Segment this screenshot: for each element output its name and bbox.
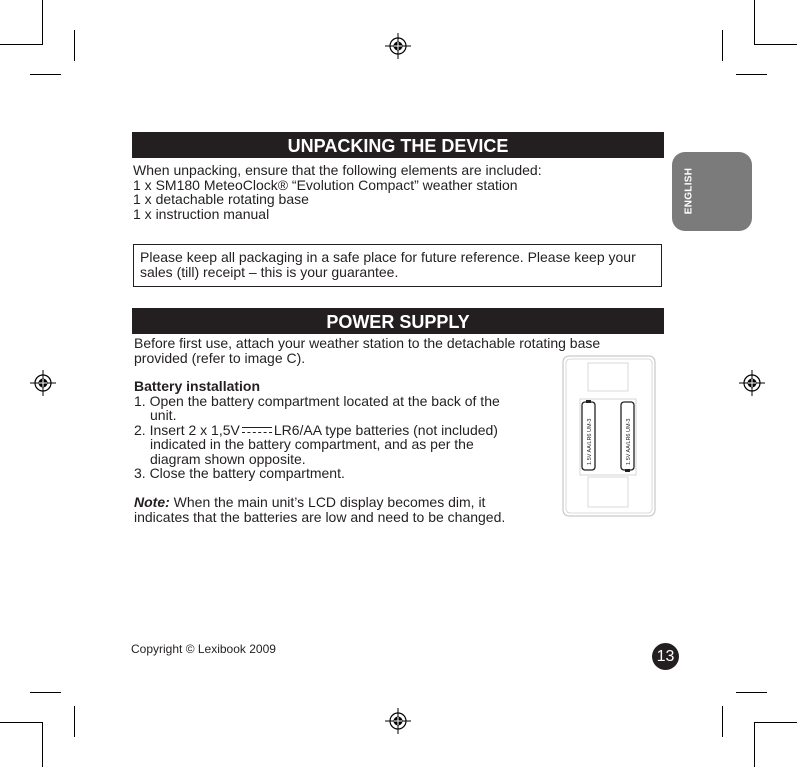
step-2-continued: diagram shown opposite. (150, 451, 306, 467)
registration-mark-icon (385, 708, 411, 734)
page-number: 13 (652, 643, 679, 670)
crop-mark (722, 706, 723, 737)
power-intro: Before first use, attach your weather station to the detachable rotating base (134, 335, 601, 351)
step-1-continued: unit. (150, 407, 177, 423)
crop-mark (736, 74, 767, 75)
crop-mark (0, 44, 42, 45)
step-1: 1. Open the battery compartment located at the back of the (134, 393, 500, 409)
battery-compartment-diagram (562, 355, 656, 517)
unpacking-item: 1 x detachable rotating base (133, 191, 309, 207)
step-2-suffix: LR6/AA type batteries (not included) (273, 422, 498, 438)
crop-mark (755, 44, 797, 45)
notice-line: sales (till) receipt – this is your guarantee. (140, 264, 399, 280)
crop-mark (722, 30, 723, 61)
copyright: Copyright © Lexibook 2009 (131, 642, 276, 656)
crop-mark (755, 722, 797, 723)
section-heading-unpacking: UNPACKING THE DEVICE (132, 132, 664, 158)
crop-mark (74, 30, 75, 61)
battery-installation-heading: Battery installation (134, 378, 261, 394)
registration-mark-icon (739, 370, 765, 396)
dc-voltage-icon (242, 426, 272, 436)
crop-mark (42, 0, 43, 45)
unpacking-item: 1 x instruction manual (133, 206, 270, 222)
battery-label: 1.5V AA/LR6 UM-3 (626, 418, 632, 465)
crop-mark (30, 74, 61, 75)
note-continued: indicates that the batteries are low and need to be changed. (134, 509, 506, 525)
crop-mark (754, 722, 755, 767)
power-intro: provided (refer to image C). (134, 350, 306, 366)
crop-mark (42, 722, 43, 767)
unpacking-item: 1 x SM180 MeteoClock® “Evolution Compact” weather station (133, 177, 518, 193)
packaging-notice (133, 244, 662, 287)
battery-label: 1.5V AA/LR6 UM-3 (587, 418, 593, 465)
registration-mark-icon (30, 370, 56, 396)
section-heading-power: POWER SUPPLY (132, 308, 664, 334)
crop-mark (736, 692, 767, 693)
note-label: Note: (134, 494, 170, 510)
crop-mark (0, 722, 42, 723)
crop-mark (74, 706, 75, 737)
step-2-prefix: 2. Insert 2 x 1,5V (134, 422, 240, 438)
crop-mark (754, 0, 755, 45)
unpacking-intro: When unpacking, ensure that the following elements are included: (133, 162, 542, 178)
registration-mark-icon (385, 33, 411, 59)
notice-line: Please keep all packaging in a safe place for future reference. Please keep your (140, 249, 636, 265)
note-text: When the main unit’s LCD display becomes dim, it (173, 494, 486, 510)
step-3: 3. Close the battery compartment. (134, 465, 345, 481)
language-tab-label: ENGLISH (683, 167, 695, 215)
crop-mark (30, 692, 61, 693)
note (134, 495, 485, 510)
step-2-continued: indicated in the battery compartment, and as per the (150, 436, 474, 452)
